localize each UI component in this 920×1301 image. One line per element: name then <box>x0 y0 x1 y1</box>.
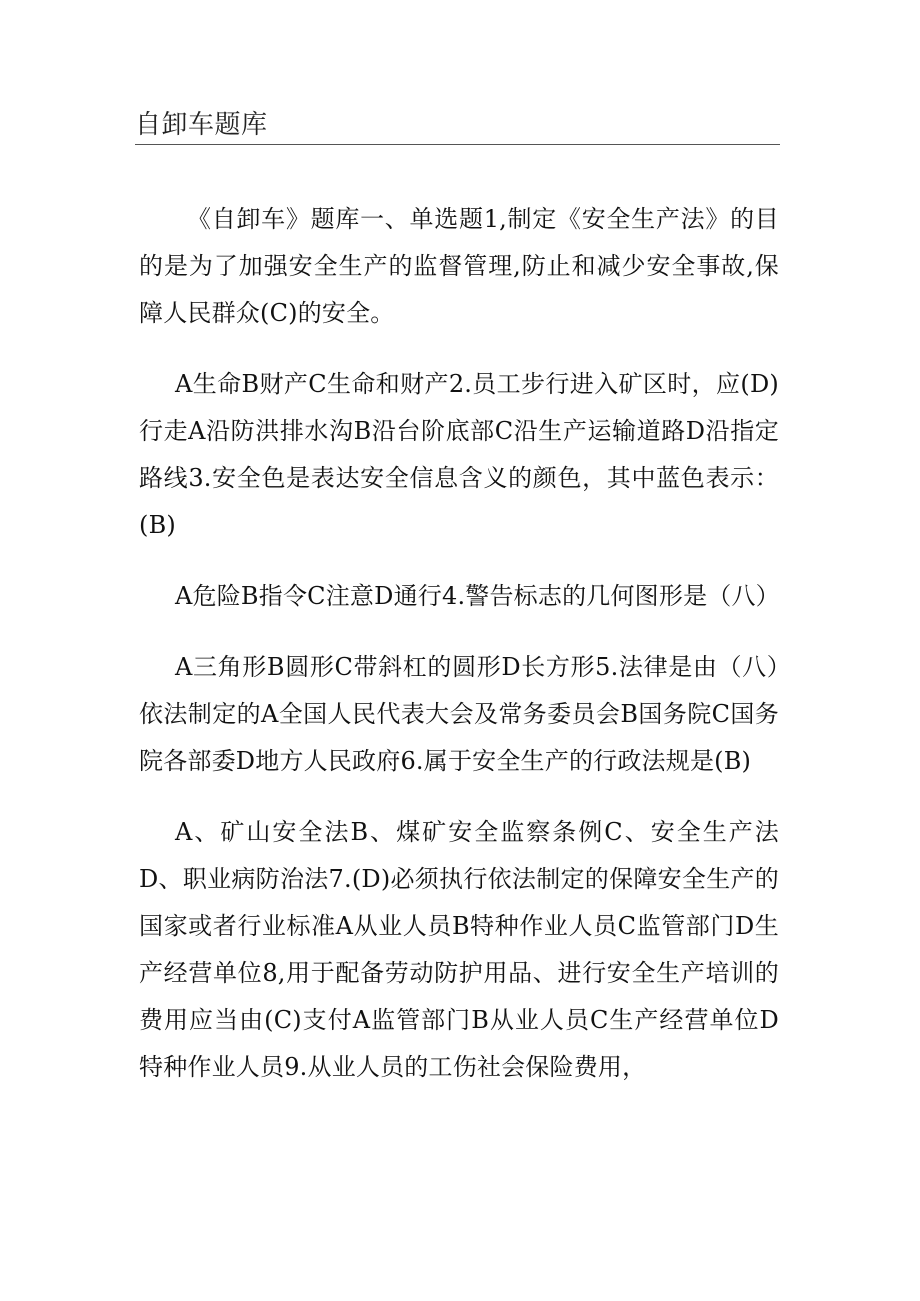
header-divider <box>135 144 780 145</box>
paragraph-4: A三角形B圆形C带斜杠的圆形D长方形5.法律是由（八）依法制定的A全国人民代表大会及常务委员会B国务院C国务院各部委D地方人民政府6.属于安全生产的行政法规是(B) <box>139 653 779 775</box>
paragraph-2: A生命B财产C生命和财产2.员工步行进入矿区时，应(D)行走A沿防洪排水沟B沿台阶底部C沿生产运输道路D沿指定路线3.安全色是表达安全信息含义的颜色，其中蓝色表示：(B) <box>139 370 779 539</box>
paragraph-5: A、矿山安全法B、煤矿安全监察条例C、安全生产法D、职业病防治法7.(D)必须执行依法制定的保障安全生产的国家或者行业标准A从业人员B特种作业人员C监管部门D生产经营单位8,用于配备劳动防护用品、进行安全生产培训的费用应当由(C)支付A监管部门B从业人员C生产经营单位D特种作业人员9.从业人员的工伤社会保险费用， <box>139 818 779 1081</box>
page-header <box>135 108 780 145</box>
document-title: 自卸车题库 <box>135 110 268 140</box>
paragraph-1: 《自卸车》题库一、单选题1,制定《安全生产法》的目的是为了加强安全生产的监督管理,防止和减少安全事故,保障人民群众(C)的安全。 <box>139 205 779 327</box>
paragraph-3: A危险B指令C注意D通行4.警告标志的几何图形是（八） <box>175 582 780 610</box>
document-body <box>139 196 779 1115</box>
